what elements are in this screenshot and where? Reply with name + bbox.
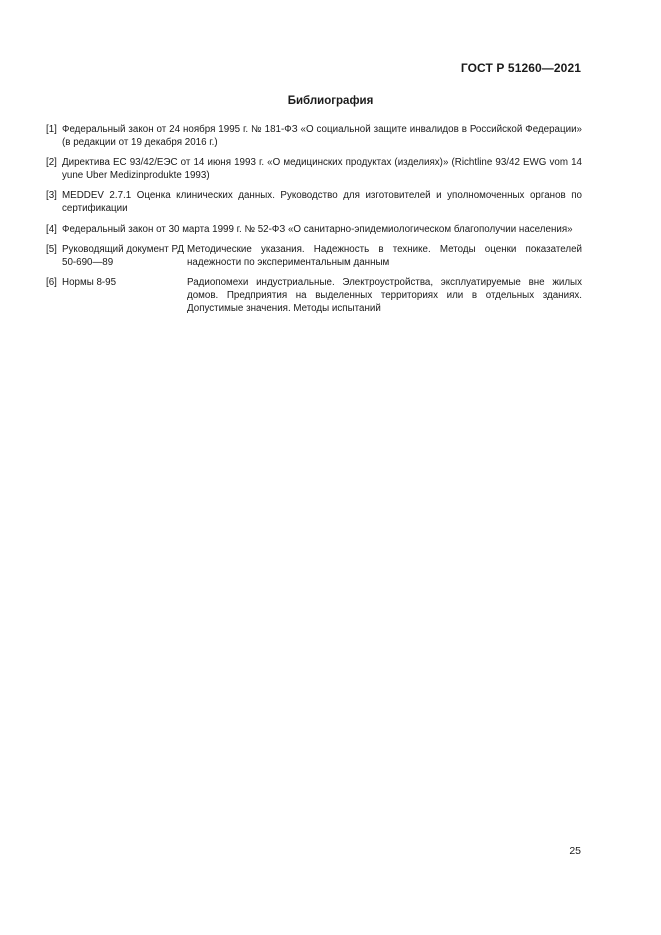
- entry-description: Радиопомехи индустриальные. Электроустройства, эксплуатируемые вне жилых домов. Предприятия на выделенных территориях или в отдельных зданиях. Допустимые значения. Методы испытаний: [187, 277, 582, 314]
- entry-label: Нормы 8-95: [62, 277, 117, 289]
- document-code: ГОСТ Р 51260—2021: [460, 61, 581, 75]
- entry-text: Федеральный закон от 30 марта 1999 г. № 52-ФЗ «О санитарно-эпидемиологическом благополучии населения»: [62, 223, 573, 235]
- entry-description: Методические указания. Надежность в технике. Методы оценки показателей надежности по экспериментальным данным: [187, 244, 582, 268]
- entry-text: Директива ЕС 93/42/ЕЭС от 14 июня 1993 г. «О медицинских продуктах (изделиях)» (Richtline 93/42 EWG vom 14 yune Uber Medizinprodukte 1993): [62, 157, 582, 181]
- bibliography-entry-2: [46, 157, 582, 182]
- entry-text: MEDDEV 2.7.1 Оценка клинических данных. Руководство для изготовителей и уполномоченных органов по сертификации: [62, 190, 582, 214]
- entry-number: [6]: [46, 277, 57, 289]
- entry-text: Федеральный закон от 24 ноября 1995 г. № 181-ФЗ «О социальной защите инвалидов в Российской Федерации» (в редакции от 19 декабря 2016 г.): [62, 124, 582, 148]
- bibliography-entry-1: [46, 124, 582, 149]
- entry-number: [3]: [46, 190, 57, 202]
- page-number: 25: [569, 845, 581, 857]
- entry-number: [2]: [46, 157, 57, 169]
- bibliography-entry-4: [46, 224, 582, 237]
- entry-number: [4]: [46, 223, 57, 235]
- entry-label: Руководящий документ РД 50-690—89: [62, 244, 185, 268]
- bibliography-entry-3: [46, 190, 582, 215]
- page-title: Библиография: [287, 95, 374, 107]
- bibliography-entry-6: [46, 277, 582, 315]
- bibliography-list: [46, 124, 582, 323]
- entry-number: [5]: [46, 244, 57, 256]
- entry-number: [1]: [46, 124, 57, 135]
- bibliography-entry-5: [46, 244, 582, 269]
